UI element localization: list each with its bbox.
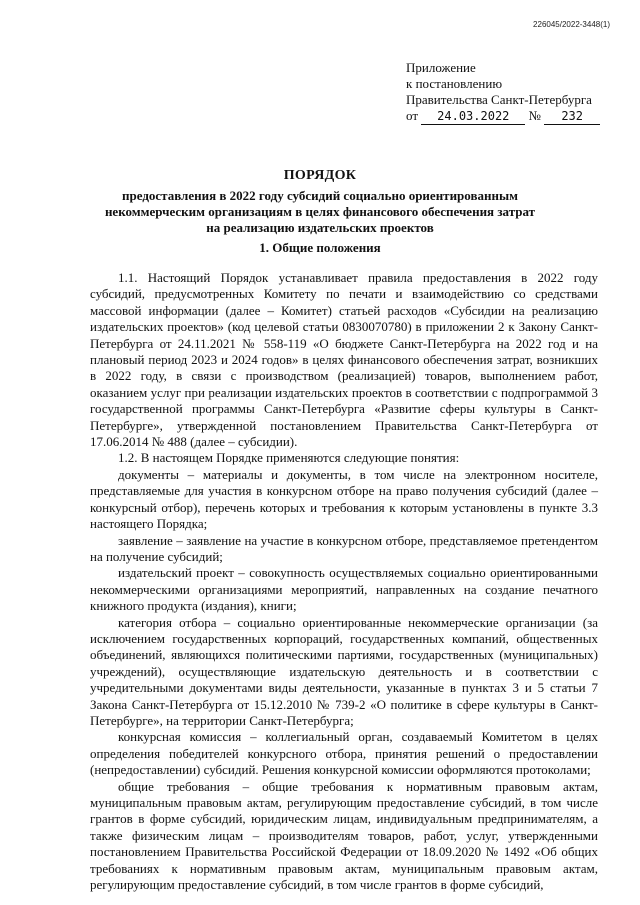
document-code: 226045/2022-3448(1) bbox=[533, 20, 610, 29]
appendix-line-3: Правительства Санкт-Петербурга bbox=[406, 92, 592, 107]
title-main: ПОРЯДОК bbox=[283, 168, 357, 183]
title-line-3: на реализацию издательских проектов bbox=[206, 220, 434, 235]
appendix-date-line bbox=[406, 108, 606, 125]
paragraph: общие требования – общие требования к нормативным правовым актам, муниципальным правовым актам, регулирующим предоставление субсидий, в том числе грантов в форме субсидий, юридическим лицам, индивидуальным предпринимателям, а также физическим лицам – производителям товаров, работ, услуг, утвержденными постановлением Правительства Российской Федерации от 18.09.2020 № 1492 «Об общих требованиях к нормативным правовым актам, муниципальным правовым актам, регулирующим предоставление субсидий, в том числе грантов в форме субсидий, bbox=[90, 778, 598, 893]
paragraph: издательский проект – совокупность осуществляемых социально ориентированными некоммерческими организациями мероприятий, направленных на создание печатного книжного продукта (издания), книги; bbox=[90, 565, 598, 614]
title-line-1: предоставления в 2022 году субсидий социально ориентированным bbox=[122, 188, 518, 203]
number-label: № bbox=[528, 108, 541, 123]
appendix-line-2: к постановлению bbox=[406, 76, 503, 91]
paragraph: категория отбора – социально ориентированные некоммерческие организации (за исключением государственных корпораций, государственных компаний, общественных объединений, являющихся политическими партиями, государственных (муниципальных) учреждений), осуществляющие издательскую деятельность и в соответствии с учредительными документами виды деятельности, указанные в пунктах 3 и 5 статьи 7 Закона Санкт-Петербурга от 15.12.2010 № 739-2 «О политике в сфере культуры в Санкт-Петербурге», на территории Санкт-Петербурга; bbox=[90, 614, 598, 728]
document-title bbox=[80, 168, 560, 236]
paragraph: 1.2. В настоящем Порядке применяются следующие понятия: bbox=[118, 450, 460, 466]
appendix-block bbox=[406, 60, 606, 125]
appendix-line-1: Приложение bbox=[406, 60, 476, 75]
from-label: от bbox=[406, 108, 419, 123]
section-heading: 1. Общие положения bbox=[259, 240, 381, 255]
resolution-date: 24.03.2022 bbox=[421, 108, 525, 125]
title-line-2: некоммерческим организациям в целях финансового обеспечения затрат bbox=[104, 204, 536, 219]
resolution-number: 232 bbox=[544, 108, 600, 125]
paragraph: документы – материалы и документы, в том числе на электронном носителе, представляемые для участия в конкурсном отборе на право получения субсидий (далее – конкурсный отбор), перечень которых и требования к которым установлены в пункте 3.3 настоящего Порядка; bbox=[90, 466, 598, 532]
paragraph: 1.1. Настоящий Порядок устанавливает правила предоставления в 2022 году субсидий, предусмотренных Комитету по печати и взаимодействию со средствами массовой информации (далее – Комитет) статьей расходов «Субсидии на реализацию издательских проектов» (код целевой статьи 0830070780) в приложении 2 к Закону Санкт-Петербурга от 24.11.2021 № 558-119 «О бюджете Санкт-Петербурга на 2022 год и на плановый период 2023 и 2024 годов» в целях финансового обеспечения затрат, возникших в 2022 году, в связи с производством (реализацией) товаров, выполнением работ, оказанием услуг при реализации издательских проектов в соответствии с подпрограммой 3 государственной программы Санкт-Петербурга «Развитие сферы культуры в Санкт-Петербурге», утвержденной постановлением Правительства Санкт-Петербурга от 17.06.2014 № 488 (далее – субсидии). bbox=[90, 270, 598, 450]
paragraph: заявление – заявление на участие в конкурсном отборе, представляемое претендентом на получение субсидий; bbox=[90, 532, 598, 564]
document-body bbox=[90, 270, 598, 893]
paragraph: конкурсная комиссия – коллегиальный орган, создаваемый Комитетом в целях определения победителей конкурсного отбора, принятия решений о предоставлении (непредоставлении) субсидий. Решения конкурсной комиссии оформляются протоколами; bbox=[90, 729, 598, 778]
